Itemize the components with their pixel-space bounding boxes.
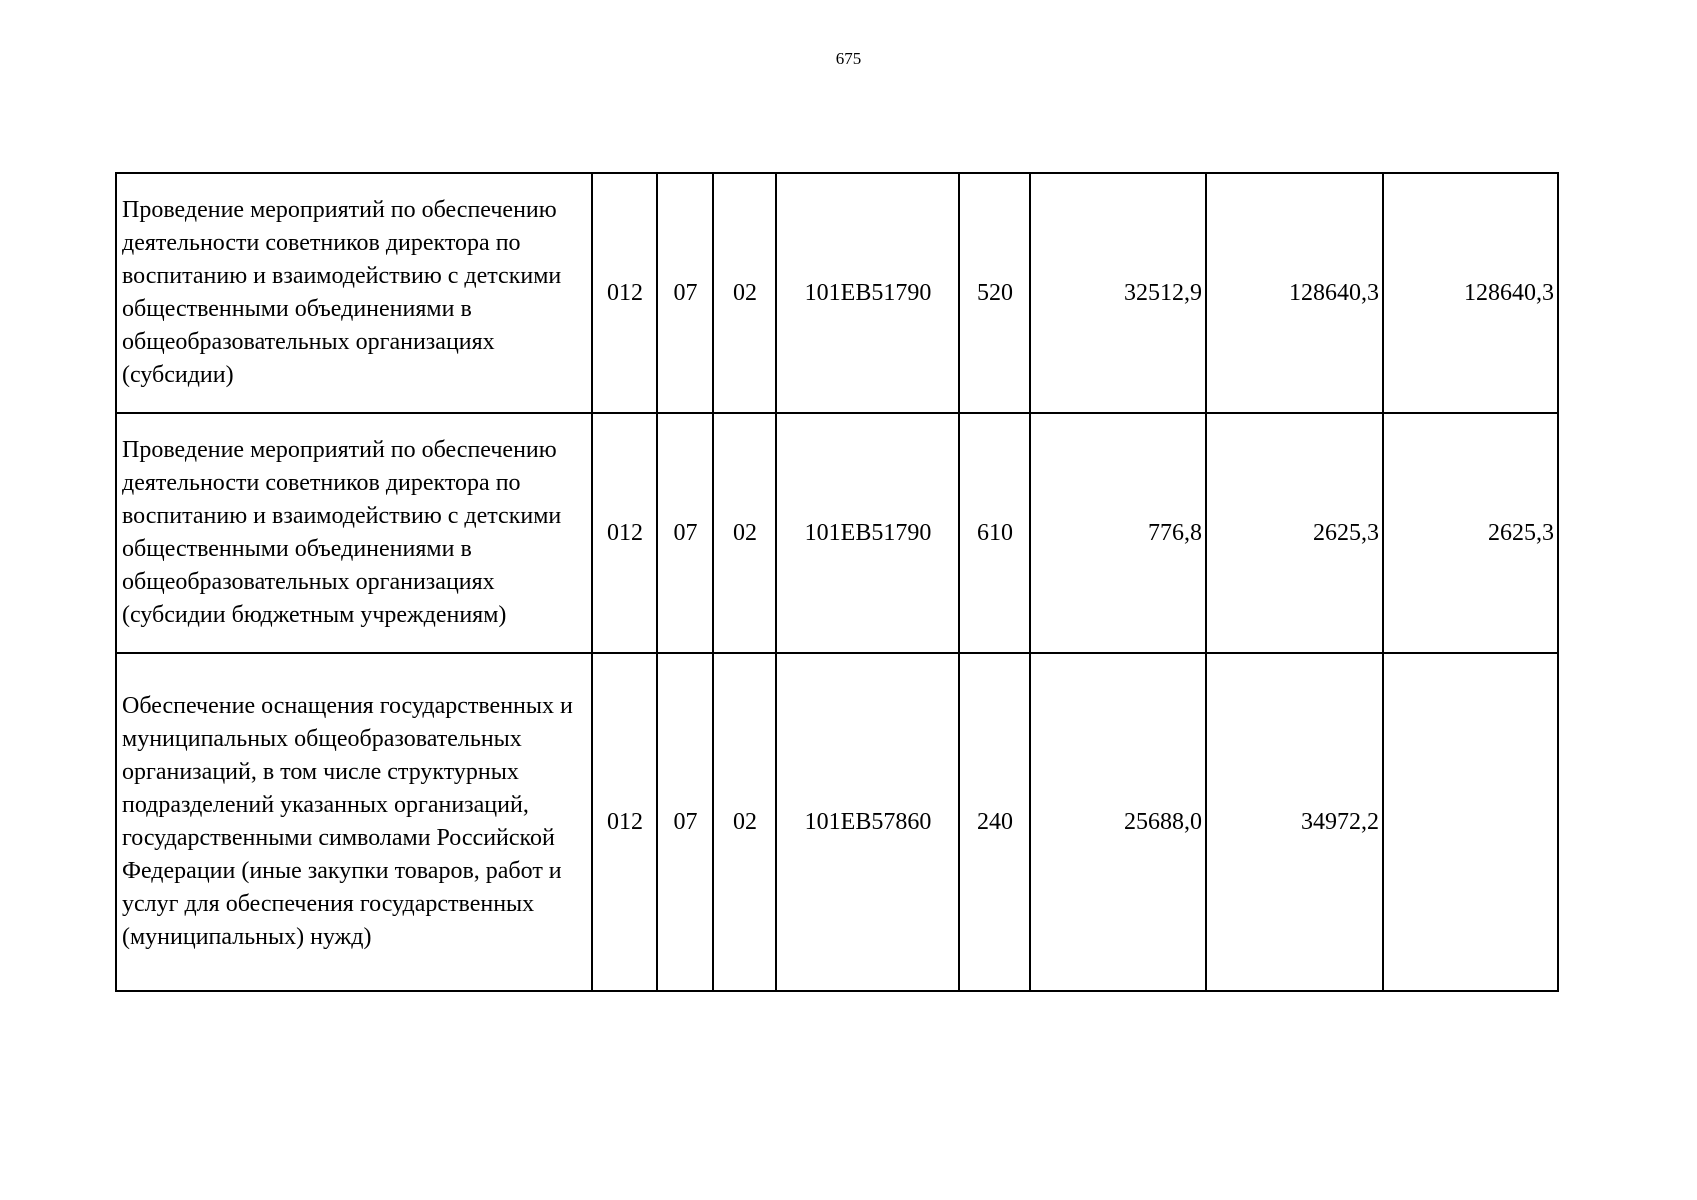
amount-1: 776,8 xyxy=(1030,413,1206,653)
table-row xyxy=(116,173,1558,413)
ministry-code: 012 xyxy=(592,653,657,991)
amount-3: 2625,3 xyxy=(1383,413,1558,653)
target-article-code: 101EB51790 xyxy=(776,173,959,413)
amount-1: 32512,9 xyxy=(1030,173,1206,413)
budget-table xyxy=(115,172,1559,992)
row-description: Обеспечение оснащения государственных и муниципальных общеобразовательных организаций, в том числе структурных подразделений указанных организаций, государственными символами Российской Федерации (иные закупки товаров, работ и услуг для обеспечения государственных (муниципальных) нужд) xyxy=(116,653,592,991)
amount-3 xyxy=(1383,653,1558,991)
ministry-code: 012 xyxy=(592,413,657,653)
row-description: Проведение мероприятий по обеспечению деятельности советников директора по воспитанию и взаимодействию с детскими общественными объединениями в общеобразовательных организациях (субсидии бюджетным учреждениям) xyxy=(116,413,592,653)
subsection-code: 02 xyxy=(713,413,776,653)
section-code: 07 xyxy=(657,653,713,991)
row-description: Проведение мероприятий по обеспечению деятельности советников директора по воспитанию и взаимодействию с детскими общественными объединениями в общеобразовательных организациях (субсидии) xyxy=(116,173,592,413)
table-row xyxy=(116,653,1558,991)
amount-2: 128640,3 xyxy=(1206,173,1383,413)
amount-3: 128640,3 xyxy=(1383,173,1558,413)
subsection-code: 02 xyxy=(713,653,776,991)
expense-type-code: 240 xyxy=(959,653,1030,991)
expense-type-code: 610 xyxy=(959,413,1030,653)
section-code: 07 xyxy=(657,173,713,413)
expense-type-code: 520 xyxy=(959,173,1030,413)
ministry-code: 012 xyxy=(592,173,657,413)
table-row xyxy=(116,413,1558,653)
subsection-code: 02 xyxy=(713,173,776,413)
target-article-code: 101EB51790 xyxy=(776,413,959,653)
amount-1: 25688,0 xyxy=(1030,653,1206,991)
amount-2: 2625,3 xyxy=(1206,413,1383,653)
section-code: 07 xyxy=(657,413,713,653)
target-article-code: 101EB57860 xyxy=(776,653,959,991)
amount-2: 34972,2 xyxy=(1206,653,1383,991)
page-number: 675 xyxy=(835,49,862,68)
